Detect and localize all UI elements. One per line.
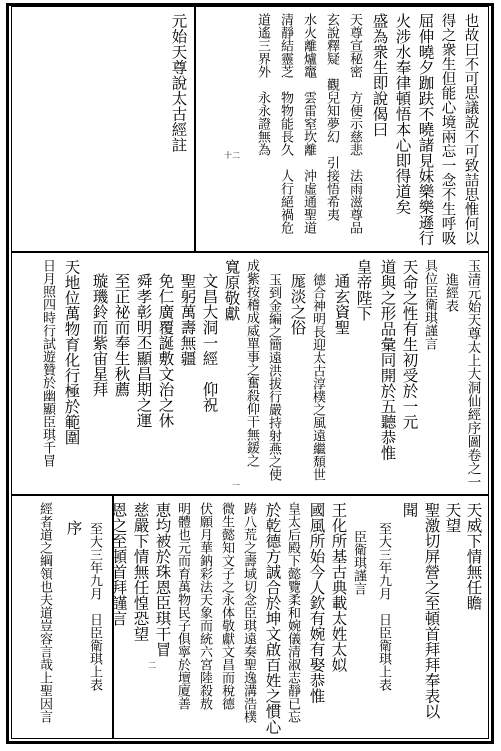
text-column: 寬原敬獻 — [222, 259, 241, 321]
verse-line: 道遙三界外 永永證無為 — [255, 13, 270, 156]
verse-line: 水火離爐竈 雲雷窒坎離 沖虛通聖道 — [301, 13, 316, 234]
date-line: 至大三年九月 日臣衛琪上表 — [87, 522, 102, 691]
text-column: 道與之形品彙同開於五聽恭惟 — [378, 259, 397, 461]
block-divider-top — [194, 6, 196, 252]
text-column: 微生懿知文子之永体敬獻文昌而稅德 — [219, 502, 234, 710]
text-column: 皇帝陛下 — [354, 259, 373, 321]
text-column: 免仁廣覆誕敷文治之休 — [156, 273, 175, 428]
text-column: 文昌大洞一經 仰祝 — [200, 273, 219, 413]
text-column: 至正祕而奉生秋薦 — [112, 273, 131, 397]
text-column: 日月照四時行試遊贊於幽顯臣琪千冒 — [40, 259, 55, 467]
text-column: 屈伸曉夕跏趺不曉諸見妹樂樂遜行 — [416, 13, 435, 246]
text-column: 於乾德方誠合於坤文啟百姓之慣心 — [263, 502, 282, 735]
text-column: 皇太后殿下懿覽柔和婉儀清淑志靜已忘 — [285, 502, 300, 723]
text-column: 火涉水奉律頓悟本心即得道矣 — [393, 13, 412, 215]
page-number: 一 — [232, 481, 240, 490]
sutra-title: 元始天尊說太古經註 — [169, 13, 188, 153]
verse-line: 玄說釋疑 觀兒知夢幻 引接悟希夷 — [324, 13, 339, 221]
text-column: 聞 — [400, 502, 419, 518]
text-column: 德合神明長迎太古淳樸之風遠繼頹世 — [310, 273, 325, 481]
text-column: 聖躬萬壽無疆 — [178, 273, 197, 366]
text-column: 天望 — [443, 502, 462, 533]
text-column: 聖激切屏營之至頓首拜拜奉表以 — [422, 502, 441, 719]
row-divider-1 — [12, 251, 488, 253]
text-column: 盛為衆生即說偈曰 — [370, 13, 389, 137]
section-heading: 序 — [64, 520, 83, 536]
text-column: 伏願月華鈉彩法天象而統六宮陸殺敖 — [197, 502, 212, 710]
text-column: 明體也元而育萬物民子俱寧於壇廈善 — [175, 502, 190, 710]
text-column: 成紫按稽成威單事之奮殺仰干無鍰之 — [244, 259, 259, 467]
text-column: 舜孝彰明丕顯昌期之運 — [134, 273, 153, 428]
text-column: 天命之性有生初受於一元 — [400, 259, 419, 430]
text-column: 慈嚴下情無任惶恐望 — [131, 502, 150, 642]
text-column: 也故曰不可思議說不可致詰思惟何以 — [462, 13, 479, 245]
text-column: 王化所基古典載太姓太姒 — [329, 502, 348, 673]
text-column: 臣衛琪謹言 — [351, 530, 366, 595]
text-column: 天威下情無任瞻 — [464, 502, 483, 611]
row-divider-2 — [12, 494, 488, 496]
text-column: 得之衆生但能心境兩忘一念不生呼吸 — [439, 13, 456, 245]
text-column: 恩之至頓首拜謹言 — [109, 502, 128, 626]
page-number: 十二 — [224, 151, 240, 160]
text-column: 具位臣衛琪謹言 — [422, 259, 437, 350]
date-line: 至大三年九月 日臣衛琪上表 — [376, 522, 391, 691]
verse-line: 天尊宣秘密 方便示慈悲 法雨滋尊品 — [347, 13, 362, 234]
page-number: 二 — [148, 661, 156, 670]
text-column: 玉到金編之簡遠洪拔行嚴持射燕之使 — [266, 273, 281, 481]
section-heading: 進經表 — [443, 273, 458, 312]
text-column: 璇璣鈴而紫宙星拜 — [90, 273, 109, 397]
text-column: 經者道之綱領也夫道豈容言哉上聖因言 — [37, 502, 52, 723]
text-column: 天地位萬物育化行極於範圍 — [62, 259, 81, 445]
text-column: 恵均被於珠恩臣琪干冒 — [153, 502, 172, 657]
text-column: 通玄資聖 — [332, 273, 351, 335]
text-column: 厖淡之俗 — [288, 273, 307, 335]
text-column: 國風所始今人欽有婉有娶恭惟 — [307, 502, 326, 704]
text-column: 踌八荒之壽域切念臣琪遠奏聖逸溝浩樸 — [241, 502, 256, 723]
verse-line: 清靜結靈芝 物物能長久 人行絕禍危 — [278, 13, 293, 234]
chapter-heading: 玉清元始天尊太上大洞仙經序圖卷之一 — [464, 259, 481, 489]
